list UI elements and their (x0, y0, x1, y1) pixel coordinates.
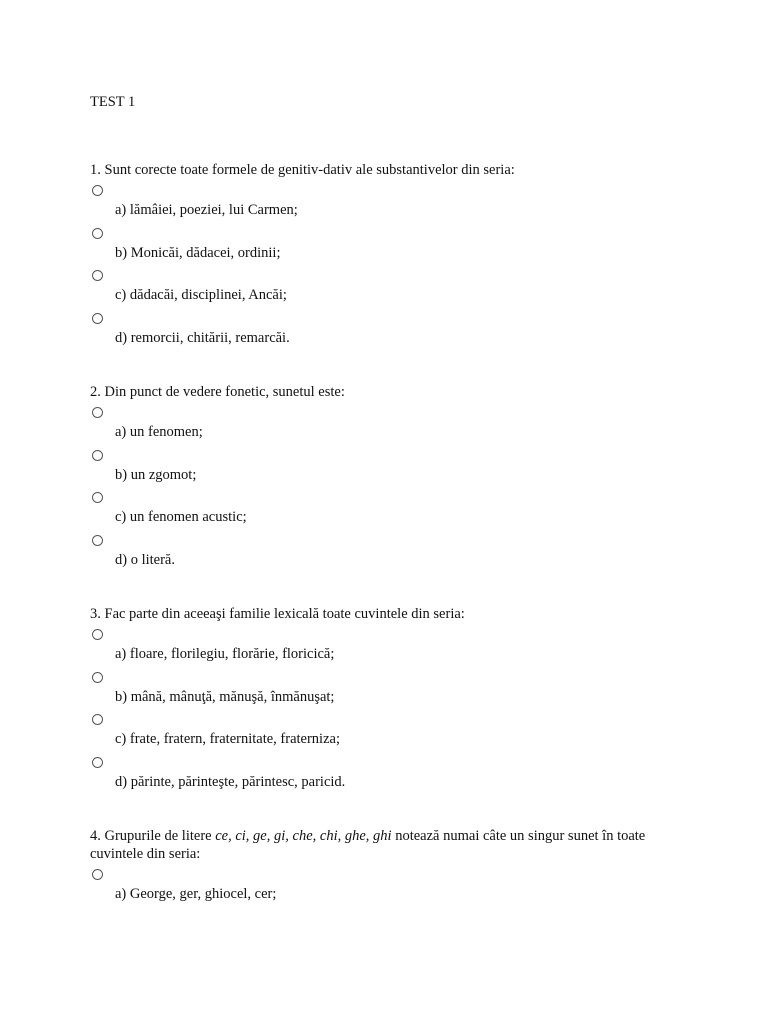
option-row (90, 444, 690, 487)
option-row (90, 307, 690, 350)
question-text (90, 827, 690, 863)
option-label: a) un fenomen; (115, 424, 203, 440)
question-3 (90, 605, 690, 793)
option-row (90, 863, 690, 906)
option-row (90, 623, 690, 666)
radio-button[interactable] (92, 869, 103, 880)
radio-button[interactable] (92, 757, 103, 768)
option-label: d) părinte, părinteşte, părintesc, paricid. (115, 773, 346, 790)
radio-button[interactable] (92, 407, 103, 418)
option-row (90, 666, 690, 709)
question-1 (90, 161, 690, 349)
option-row (90, 486, 690, 529)
test-title: TEST 1 (90, 94, 136, 110)
option-row (90, 264, 690, 307)
question-4 (90, 827, 690, 906)
option-label: c) dădacăi, disciplinei, Ancăi; (115, 287, 287, 303)
question-text-end: notează numai câte un singur sunet în toate cuvintele din seria: (90, 828, 646, 862)
option-label: c) frate, fratern, fraternitate, fraterniza; (115, 731, 340, 747)
question-2 (90, 383, 690, 571)
option-label: c) un fenomen acustic; (115, 509, 247, 525)
option-row (90, 222, 690, 265)
option-label: d) remorcii, chitării, remarcăi. (115, 329, 290, 346)
test-page (90, 93, 690, 906)
option-row (90, 179, 690, 222)
option-label: a) floare, florilegiu, florărie, floricică; (115, 646, 335, 662)
option-label: d) o literă. (115, 551, 175, 568)
question-text-start: 4. Grupurile de litere (90, 828, 216, 844)
option-label: a) lămâiei, poeziei, lui Carmen; (115, 202, 298, 218)
radio-button[interactable] (92, 228, 103, 239)
radio-button[interactable] (92, 492, 103, 503)
option-row (90, 529, 690, 572)
radio-button[interactable] (92, 185, 103, 196)
option-label: b) un zgomot; (115, 466, 197, 483)
radio-button[interactable] (92, 535, 103, 546)
question-text-letter-groups: ce, ci, ge, gi, che, chi, ghe, ghi (215, 828, 392, 844)
option-row (90, 401, 690, 444)
option-label: b) mână, mânuţă, mănuşă, înmănuşat; (115, 688, 335, 705)
option-row (90, 708, 690, 751)
radio-button[interactable] (92, 313, 103, 324)
radio-button[interactable] (92, 714, 103, 725)
option-label: b) Monicăi, dădacei, ordinii; (115, 244, 281, 261)
question-text: 1. Sunt corecte toate formele de genitiv-dativ ale substantivelor din seria: (90, 162, 515, 178)
radio-button[interactable] (92, 450, 103, 461)
question-text: 3. Fac parte din aceeaşi familie lexicală toate cuvintele din seria: (90, 606, 465, 622)
radio-button[interactable] (92, 629, 103, 640)
option-row (90, 751, 690, 794)
question-text: 2. Din punct de vedere fonetic, sunetul este: (90, 384, 345, 400)
radio-button[interactable] (92, 672, 103, 683)
radio-button[interactable] (92, 270, 103, 281)
option-label: a) George, ger, ghiocel, cer; (115, 886, 277, 902)
